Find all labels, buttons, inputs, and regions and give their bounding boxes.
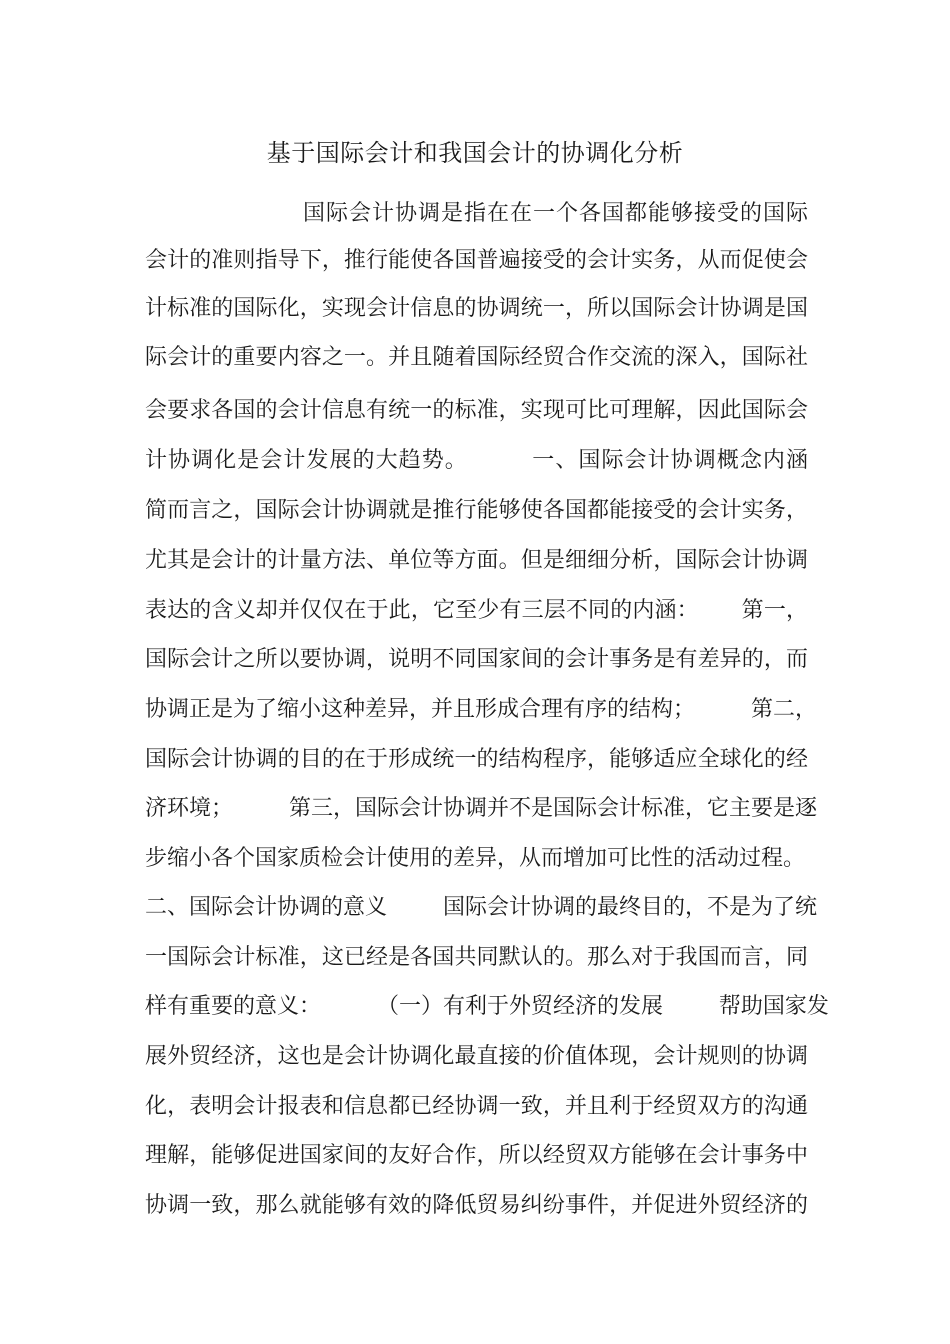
paragraph-line: 一国际会计标准，这已经是各国共同默认的。那么对于我国而言，同 (145, 945, 808, 970)
paragraph-line: 理解，能够促进国家间的友好合作，所以经贸双方能够在会计事务中 (145, 1143, 808, 1168)
paragraph-line: 国际会计协调的目的在于形成统一的结构程序，能够适应全球化的经 (145, 747, 808, 772)
paragraph-line: 际会计的重要内容之一。并且随着国际经贸合作交流的深入，国际社 (145, 345, 808, 370)
paragraph-line: 协调正是为了缩小这种差异，并且形成合理有序的结构； 第二， (145, 697, 817, 722)
paragraph-line: 会要求各国的会计信息有统一的标准，实现可比可理解，因此国际会 (145, 398, 808, 423)
paragraph-line: 计标准的国际化，实现会计信息的协调统一，所以国际会计协调是国 (145, 296, 808, 321)
paragraph-line: 国际会计之所以要协调，说明不同国家间的会计事务是有差异的，而 (145, 647, 808, 672)
paragraph-line: 协调一致，那么就能够有效的降低贸易纠纷事件，并促进外贸经济的 (145, 1193, 808, 1218)
document-title: 基于国际会计和我国会计的协调化分析 (266, 139, 684, 167)
paragraph-line: 表达的含义却并仅仅在于此，它至少有三层不同的内涵： 第一， (145, 598, 808, 623)
paragraph-line: 展外贸经济，这也是会计协调化最直接的价值体现，会计规则的协调 (145, 1044, 808, 1069)
paragraph-line: 简而言之，国际会计协调就是推行能够使各国都能接受的会计实务， (145, 498, 808, 523)
paragraph-line: 步缩小各个国家质检会计使用的差异，从而增加可比性的活动过程。 (145, 846, 806, 871)
paragraph-line: 计协调化是会计发展的大趋势。 一、国际会计协调概念内涵 (145, 448, 808, 473)
paragraph-line: 会计的准则指导下，推行能使各国普遍接受的会计实务，从而促使会 (145, 248, 808, 273)
paragraph-line: 化，表明会计报表和信息都已经协调一致，并且利于经贸双方的沟通 (145, 1094, 808, 1119)
paragraph-line: 二、国际会计协调的意义 国际会计协调的最终目的，不是为了统 (145, 895, 817, 920)
paragraph-line: 国际会计协调是指在在一个各国都能够接受的国际 (303, 201, 808, 226)
paragraph-line: 尤其是会计的计量方法、单位等方面。但是细细分析，国际会计协调 (145, 548, 808, 573)
paragraph-line: 样有重要的意义： （一）有利于外贸经济的发展 帮助国家发 (145, 994, 829, 1019)
paragraph-line: 济环境； 第三，国际会计协调并不是国际会计标准，它主要是逐 (145, 796, 817, 821)
